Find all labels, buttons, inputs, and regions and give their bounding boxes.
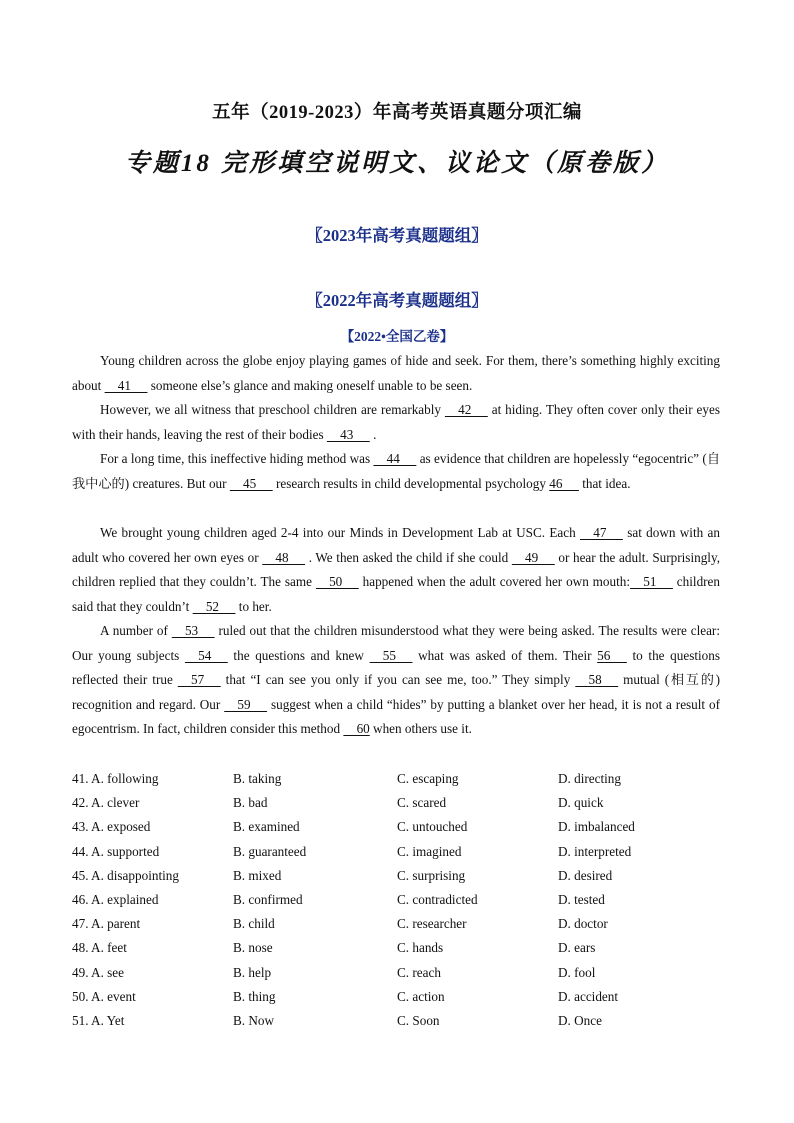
option-c: C. escaping [397, 771, 459, 786]
option-d: D. ears [558, 940, 596, 956]
passage-paragraph-4 [72, 521, 720, 619]
passage-text: suggest when a child “hides” by putting a blanket over her head, it is not a result of egocentrism. In fact, children consider this method [72, 696, 720, 736]
passage-paragraph-1 [72, 349, 720, 398]
passage-text: However, we all witness that preschool children are remarkably [100, 402, 445, 417]
option-row [72, 961, 732, 985]
option-a: 41. A. following [72, 771, 159, 786]
blank-56: 56 [597, 647, 627, 663]
passage-text: to the questions reflected their true [72, 647, 720, 687]
blank-46: 46 [549, 475, 579, 491]
option-a: 47. A. parent [72, 916, 141, 932]
option-d: D. Once [558, 1012, 602, 1028]
option-b: B. Now [233, 1012, 275, 1028]
passage-text: mutual (相互的) recognition and regard. Our [72, 672, 720, 712]
option-a: 51. A. Yet [72, 1012, 125, 1028]
blank-43: 43 [326, 426, 370, 442]
passage-paragraph-3 [72, 447, 720, 496]
option-b: B. guaranteed [233, 843, 307, 859]
group-heading-2023: 〖2023年高考真题题组〗 [306, 226, 488, 245]
option-d: D. interpreted [558, 843, 632, 859]
blank-51: 51 [630, 574, 673, 589]
passage-text: children said that they couldn’t [72, 574, 720, 614]
blank-58: 58 [575, 672, 619, 687]
passage-text: at hiding. They often cover only their eyes with their hands, leaving the rest of their bodies [72, 402, 720, 442]
option-b: B. mixed [233, 867, 282, 883]
option-row [72, 840, 732, 864]
passage-text: to her. [235, 598, 272, 614]
option-d: D. imbalanced [558, 819, 635, 835]
passage-text: or hear the adult. Surprisingly, children replied that they couldn’t. The same [72, 549, 720, 589]
document-subtitle: 专题18 完形填空说明文、议论文（原卷版） [124, 150, 670, 177]
option-c: C. scared [397, 795, 447, 811]
passage-text: when others use it. [369, 721, 472, 736]
option-b: B. taking [233, 771, 282, 786]
option-c: C. hands [397, 940, 444, 956]
option-b: B. nose [233, 940, 273, 956]
blank-50: 50 [315, 574, 359, 589]
document-title: 五年（2019-2023）年高考英语真题分项汇编 [212, 103, 582, 123]
option-row [72, 936, 732, 960]
passage-paragraph-5 [72, 619, 720, 742]
passage-text: what was asked of them. Their [412, 647, 598, 663]
option-a: 42. A. clever [72, 795, 140, 811]
option-a: 50. A. event [72, 988, 136, 1004]
blank-41: 41 [104, 377, 148, 393]
option-c: C. reach [397, 964, 441, 980]
group-heading-2022: 〖2022年高考真题题组〗 [306, 291, 488, 310]
blank-47: 47 [580, 525, 623, 540]
passage-text: . We then asked the child if she could [305, 549, 512, 565]
option-d: D. fool [558, 964, 596, 980]
option-a: 43. A. exposed [72, 819, 151, 835]
option-a: 49. A. see [72, 964, 125, 980]
option-c: C. researcher [397, 916, 467, 932]
option-row [72, 1009, 732, 1033]
exam-source-label: 【2022•全国乙卷】 [340, 329, 454, 344]
passage-text: . [369, 426, 377, 442]
blank-49: 49 [511, 549, 555, 565]
option-d: D. doctor [558, 916, 608, 932]
blank-52: 52 [192, 598, 236, 614]
option-row [72, 767, 732, 791]
blank-42: 42 [444, 402, 488, 417]
blank-54: 54 [184, 647, 228, 663]
answer-options [72, 767, 732, 1033]
passage-text: Young children across the globe enjoy playing games of hide and seek. For them, there’s something highly exciting about [72, 353, 720, 393]
blank-53: 53 [171, 623, 215, 638]
option-row [72, 985, 732, 1009]
blank-44: 44 [373, 451, 417, 466]
option-b: B. help [233, 964, 272, 980]
blank-48: 48 [262, 549, 306, 565]
option-c: C. imagined [397, 843, 462, 859]
passage-text: that “I can see you only if you can see me, too.” They simply [220, 672, 576, 687]
passage-text: ruled out that the children misunderstood what they were being asked. The results were clear: Our young subjects [72, 623, 720, 663]
option-a: 45. A. disappointing [72, 867, 179, 883]
passage-text: that idea. [578, 475, 631, 491]
passage-paragraph-2 [72, 398, 720, 447]
passage-text: research results in child developmental psychology [272, 475, 550, 491]
option-a: 46. A. explained [72, 891, 159, 907]
option-d: D. desired [558, 867, 613, 883]
option-a: 48. A. feet [72, 940, 127, 956]
option-b: B. confirmed [233, 891, 303, 907]
option-c: C. surprising [397, 867, 466, 883]
passage-text: happened when the adult covered her own mouth: [358, 574, 631, 589]
option-row [72, 815, 732, 839]
option-d: D. accident [558, 988, 619, 1004]
blank-57: 57 [177, 672, 221, 687]
passage-text: the questions and knew [227, 647, 370, 663]
option-row [72, 864, 732, 888]
passage-text: A number of [100, 623, 172, 638]
option-c: C. untouched [397, 819, 468, 835]
blank-59: 59 [224, 696, 268, 712]
option-c: C. Soon [397, 1012, 440, 1028]
blank-60: 60 [343, 721, 370, 736]
option-c: C. action [397, 988, 445, 1004]
passage-text: someone else’s glance and making oneself unable to be seen. [147, 377, 473, 393]
passage-text: sat down with an adult who covered her own eyes or [72, 525, 720, 565]
option-d: D. quick [558, 795, 604, 811]
option-b: B. thing [233, 988, 276, 1004]
option-row [72, 888, 732, 912]
blank-45: 45 [229, 475, 273, 491]
option-row [72, 912, 732, 936]
passage-text: as evidence that children are hopelessly “egocentric” (自我中心的) creatures. But our [72, 451, 721, 491]
option-d: D. tested [558, 891, 605, 907]
option-d: D. directing [558, 771, 621, 786]
option-b: B. bad [233, 795, 268, 811]
passage-text: For a long time, this ineffective hiding method was [100, 451, 374, 466]
option-c: C. contradicted [397, 891, 478, 907]
option-b: B. child [233, 916, 275, 932]
option-row [72, 791, 732, 815]
option-a: 44. A. supported [72, 843, 160, 859]
option-b: B. examined [233, 819, 300, 835]
blank-55: 55 [369, 647, 413, 663]
passage-text: We brought young children aged 2-4 into our Minds in Development Lab at USC. Each [100, 525, 581, 540]
